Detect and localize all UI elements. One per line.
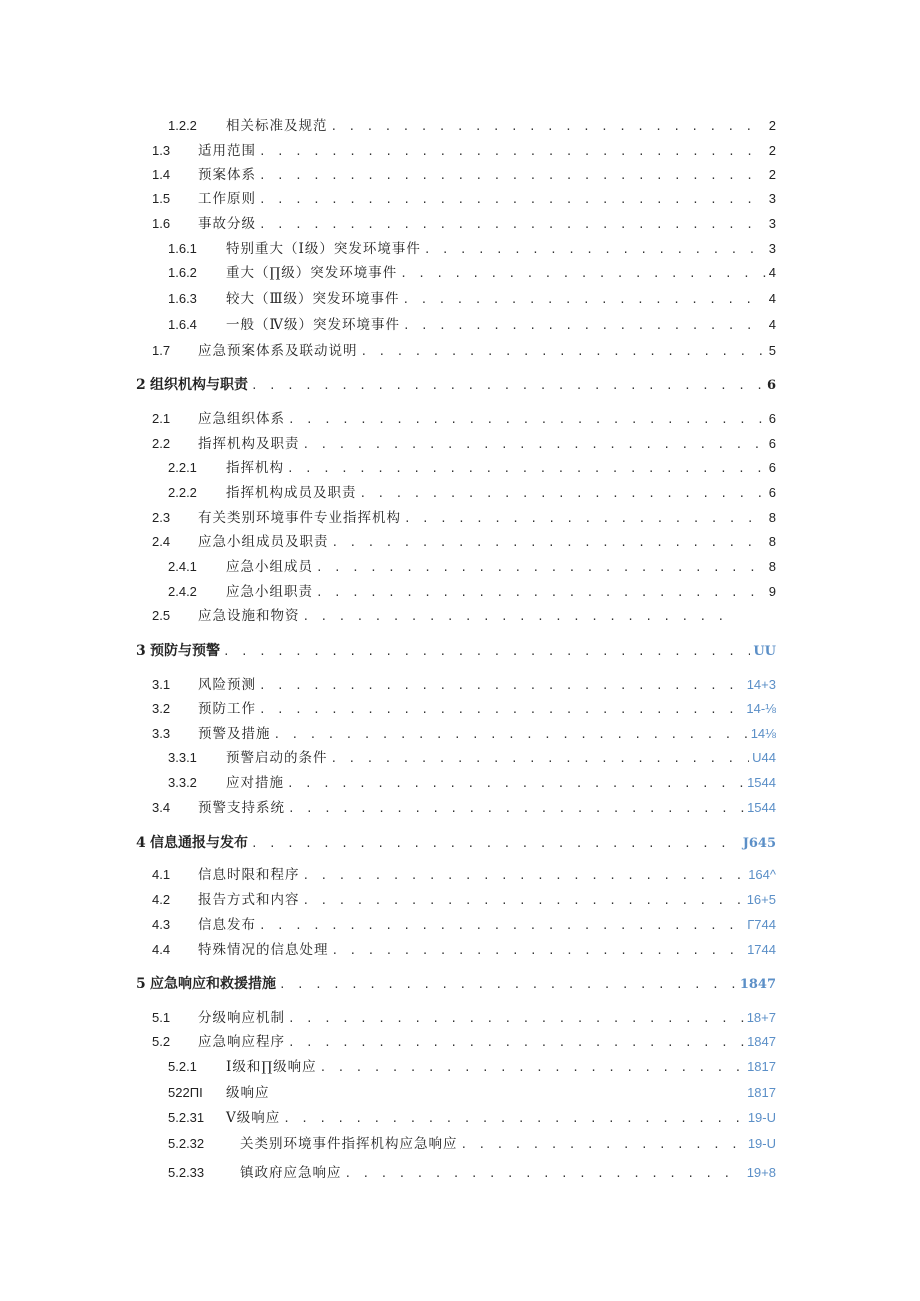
toc-page-number: 164^: [748, 867, 776, 882]
toc-entry-title: 适用范围: [198, 143, 256, 159]
toc-entry-number: 2.5: [152, 608, 171, 623]
toc-page-number: 6: [768, 436, 776, 451]
toc-entry[interactable]: [168, 457, 776, 479]
toc-entry-title: Ⅴ级响应: [226, 1110, 281, 1126]
toc-entry-number: 2.2.1: [168, 460, 197, 475]
toc-leader-dots: [288, 1032, 744, 1053]
toc-entry[interactable]: [152, 864, 776, 886]
toc-entry[interactable]: [168, 1056, 776, 1078]
toc-leader-dots: [288, 1008, 744, 1029]
toc-page-number: UU: [753, 644, 776, 659]
toc-leader-dots: [316, 557, 766, 578]
toc-entry-title: I级和∏级响应: [226, 1059, 317, 1075]
toc-entry[interactable]: [152, 605, 740, 627]
toc-entry-title: 预警启动的条件: [226, 750, 328, 766]
toc-entry[interactable]: [168, 556, 776, 578]
toc-entry-number: 3.4: [152, 800, 171, 815]
toc-entry[interactable]: [152, 164, 776, 186]
toc-chapter-entry[interactable]: [136, 640, 776, 662]
toc-leader-dots: [251, 833, 740, 854]
toc-entry-title: 组织机构与职责: [150, 377, 248, 393]
toc-page-number: 1744: [747, 942, 776, 957]
toc-entry-number: 5.2.33: [168, 1165, 205, 1180]
toc-leader-dots: [251, 375, 764, 396]
toc-leader-dots: [288, 409, 766, 430]
toc-entry-title: 预警及措施: [198, 726, 271, 742]
toc-entry[interactable]: [168, 581, 776, 603]
toc-entry-number: 5.1: [152, 1010, 171, 1025]
toc-entry[interactable]: [168, 482, 776, 504]
toc-entry-title: 有关类别环境事件专业指挥机构: [198, 510, 401, 526]
toc-leader-dots: [288, 798, 744, 819]
toc-entry-title: 应对措施: [226, 775, 284, 791]
toc-entry-number: 1.2.2: [168, 118, 197, 133]
toc-entry[interactable]: [152, 939, 776, 961]
toc-entry-number: 2.4.2: [168, 584, 197, 599]
toc-entry-title: 镇政府应急响应: [240, 1165, 342, 1181]
toc-entry[interactable]: [152, 213, 776, 235]
toc-leader-dots: [320, 1057, 745, 1078]
toc-entry-title: 一般（Ⅳ级）突发环境事件: [226, 317, 400, 333]
toc-entry[interactable]: [152, 889, 776, 911]
toc-entry-number: 1.6.3: [168, 291, 197, 306]
toc-entry-title: 指挥机构: [226, 460, 284, 476]
toc-entry-number: 5.2.31: [168, 1110, 205, 1125]
toc-page-number: 2: [768, 167, 776, 182]
toc-entry-number: 1.6: [152, 216, 171, 231]
toc-entry[interactable]: [152, 1031, 776, 1053]
toc-entry-number: 3.1: [152, 677, 171, 692]
toc-page-number: 2: [768, 143, 776, 158]
toc-entry-title: 工作原则: [198, 191, 256, 207]
toc-leader-dots: [259, 915, 744, 936]
toc-page-number: 4: [768, 317, 776, 332]
toc-leader-dots: [287, 458, 766, 479]
toc-leader-dots: [360, 483, 766, 504]
toc-page-number: 8: [768, 559, 776, 574]
toc-page-number: 1544: [747, 775, 776, 790]
toc-page-number: 1817: [747, 1085, 776, 1100]
toc-entry-number: 2.4: [152, 534, 171, 549]
toc-entry-title: 特殊情况的信息处理: [198, 942, 329, 958]
toc-entry[interactable]: [168, 772, 776, 794]
toc-page-number: 6: [768, 485, 776, 500]
toc-entry-title: 预防与预警: [150, 643, 220, 659]
toc-entry-number: 5: [136, 976, 146, 992]
toc-entry-number: 5.2: [152, 1034, 171, 1049]
toc-entry-number: 4.3: [152, 917, 171, 932]
toc-page-number: 1847: [747, 1034, 776, 1049]
toc-entry-title: 指挥机构成员及职责: [226, 485, 357, 501]
toc-entry[interactable]: [168, 1133, 776, 1155]
toc-entry-title: 应急组织体系: [198, 411, 285, 427]
toc-entry-number: 2.2: [152, 436, 171, 451]
toc-entry[interactable]: [168, 1162, 776, 1184]
toc-page-number: 1544: [747, 800, 776, 815]
toc-entry-number: 5.2.1: [168, 1059, 197, 1074]
toc-leader-dots: [259, 165, 766, 186]
toc-entry[interactable]: [168, 1082, 776, 1104]
toc-entry-number: 1.4: [152, 167, 171, 182]
toc-page-number: 18+7: [746, 1010, 776, 1025]
toc-leader-dots: [403, 315, 766, 336]
toc-page-number: 14-⅛: [746, 701, 776, 716]
toc-entry-number: 3.3.2: [168, 775, 197, 790]
toc-entry-title: 级响应: [226, 1085, 270, 1101]
toc-page-number: Г744: [747, 917, 776, 932]
toc-entry-number: 1.6.2: [168, 265, 197, 280]
toc-leader-dots: [404, 508, 766, 529]
toc-entry-title: 信息时限和程序: [198, 867, 300, 883]
toc-entry[interactable]: [152, 797, 776, 819]
toc-page-number: U44: [752, 750, 776, 765]
toc-page-number: 14+3: [746, 677, 776, 692]
toc-entry-title: 预防工作: [198, 701, 256, 717]
toc-page-number: 3: [768, 216, 776, 231]
toc-entry-number: 4.2: [152, 892, 171, 907]
toc-entry-title: 应急小组职责: [226, 584, 313, 600]
toc-chapter-entry[interactable]: [136, 374, 776, 396]
toc-page-number: J645: [742, 836, 776, 851]
toc-entry[interactable]: [152, 914, 776, 936]
toc-entry-title: 预案体系: [198, 167, 256, 183]
toc-chapter-entry[interactable]: [136, 832, 776, 854]
toc-leader-dots: [400, 263, 766, 284]
toc-page-number: 1817: [747, 1059, 776, 1074]
toc-entry-number: 5.2.32: [168, 1136, 205, 1151]
toc-page-number: 1847: [739, 977, 776, 992]
toc-entry-title: 事故分级: [198, 216, 256, 232]
toc-entry[interactable]: [152, 698, 776, 720]
toc-entry-number: 3.2: [152, 701, 171, 716]
toc-entry-number: 4.4: [152, 942, 171, 957]
toc-entry-title: 信息发布: [198, 917, 256, 933]
toc-page-number: 9: [768, 584, 776, 599]
toc-page-number: 3: [768, 241, 776, 256]
toc-page-number: 3: [768, 191, 776, 206]
toc-entry-number: 1.6.4: [168, 317, 197, 332]
toc-entry[interactable]: [152, 408, 776, 430]
toc-entry-number: 2: [136, 377, 146, 393]
toc-page-number: 19-U: [747, 1136, 776, 1151]
toc-entry-number: 2.1: [152, 411, 171, 426]
toc-entry-title: 应急响应程序: [198, 1034, 285, 1050]
toc-page-number: 6: [768, 460, 776, 475]
toc-entry-title: 较大（Ⅲ级）突发环境事件: [226, 291, 400, 307]
toc-entry-number: 1.3: [152, 143, 171, 158]
toc-leader-dots: [331, 116, 766, 137]
toc-entry[interactable]: [168, 314, 776, 336]
toc-entry-number: 522ΠI: [168, 1085, 203, 1100]
toc-entry-title: 应急预案体系及联动说明: [198, 343, 358, 359]
toc-leader-dots: [287, 773, 744, 794]
toc-leader-dots: [403, 289, 766, 310]
toc-leader-dots: [331, 748, 750, 769]
toc-leader-dots: [345, 1163, 744, 1184]
toc-leader-dots: [259, 141, 766, 162]
toc-page-number: 14⅛: [750, 726, 776, 741]
toc-page-number: 19+8: [746, 1165, 776, 1180]
toc-entry[interactable]: [168, 262, 776, 284]
toc-entry[interactable]: [168, 1107, 776, 1129]
toc-page-number: 6: [768, 411, 776, 426]
toc-entry-number: 3.3: [152, 726, 171, 741]
toc-entry-title: 应急小组成员: [226, 559, 313, 575]
toc-entry-title: 预警支持系统: [198, 800, 285, 816]
toc-entry[interactable]: [152, 140, 776, 162]
toc-page-number: 8: [768, 534, 776, 549]
toc-page-number: 8: [768, 510, 776, 525]
toc-entry-number: 2.4.1: [168, 559, 197, 574]
toc-entry-number: 2.3: [152, 510, 171, 525]
toc-entry[interactable]: [152, 1007, 776, 1029]
toc-entry-number: 2.2.2: [168, 485, 197, 500]
toc-entry-number: 1.6.1: [168, 241, 197, 256]
toc-leader-dots: [332, 940, 745, 961]
toc-entry-title: 信息通报与发布: [150, 835, 248, 851]
toc-entry-title: 关类别环境事件指挥机构应急响应: [240, 1136, 458, 1152]
toc-leader-dots: [259, 675, 744, 696]
toc-entry[interactable]: [168, 238, 776, 260]
toc-entry-title: 报告方式和内容: [198, 892, 300, 908]
toc-entry-title: 重大（∏级）突发环境事件: [226, 265, 398, 281]
toc-entry[interactable]: [152, 188, 776, 210]
toc-page-number: 2: [768, 118, 776, 133]
toc-page-number: 16+5: [746, 892, 776, 907]
toc-entry[interactable]: [152, 531, 776, 553]
toc-leader-dots: [332, 532, 766, 553]
toc-leader-dots: [461, 1134, 745, 1155]
toc-entry-number: 1.5: [152, 191, 171, 206]
toc-entry-title: 相关标准及规范: [226, 118, 328, 134]
toc-entry-title: 指挥机构及职责: [198, 436, 300, 452]
toc-leader-dots: [303, 606, 738, 627]
toc-leader-dots: [279, 974, 737, 995]
toc-leader-dots: [259, 214, 766, 235]
toc-leader-dots: [303, 890, 744, 911]
toc-leader-dots: [316, 582, 766, 603]
toc-entry[interactable]: [152, 723, 776, 745]
toc-entry-title: 特别重大（I级）突发环境事件: [226, 241, 421, 257]
toc-entry-number: 3: [136, 643, 146, 659]
toc-leader-dots: [274, 724, 748, 745]
toc-entry-number: 4.1: [152, 867, 171, 882]
toc-entry-number: 4: [136, 835, 146, 851]
toc-page-number: 4: [768, 265, 776, 280]
toc-leader-dots: [303, 434, 766, 455]
toc-entry-title: 风险预测: [198, 677, 256, 693]
toc-entry[interactable]: [168, 115, 776, 137]
toc-leader-dots: [303, 865, 746, 886]
toc-leader-dots: [424, 239, 766, 260]
toc-entry-title: 分级响应机制: [198, 1010, 285, 1026]
toc-leader-dots: [283, 1108, 745, 1129]
toc-leader-dots: [223, 641, 750, 662]
toc-entry-number: 1.7: [152, 343, 171, 358]
toc-entry[interactable]: [168, 747, 776, 769]
toc-entry-title: 应急设施和物资: [198, 608, 300, 624]
toc-leader-dots: [259, 699, 743, 720]
toc-entry-title: 应急小组成员及职责: [198, 534, 329, 550]
toc-entry-number: 3.3.1: [168, 750, 197, 765]
toc-entry[interactable]: [152, 674, 776, 696]
toc-leader-dots: [361, 341, 766, 362]
toc-entry[interactable]: [152, 340, 776, 362]
toc-page-number: 6: [766, 378, 776, 393]
toc-page-number: 5: [768, 343, 776, 358]
toc-entry[interactable]: [152, 507, 776, 529]
toc-chapter-entry[interactable]: [136, 973, 776, 995]
toc-page-number: 19-U: [747, 1110, 776, 1125]
toc-entry[interactable]: [168, 288, 776, 310]
toc-leader-dots: [259, 189, 766, 210]
toc-page-number: 4: [768, 291, 776, 306]
toc-entry-title: 应急响应和救援措施: [150, 976, 276, 992]
toc-entry[interactable]: [152, 433, 776, 455]
